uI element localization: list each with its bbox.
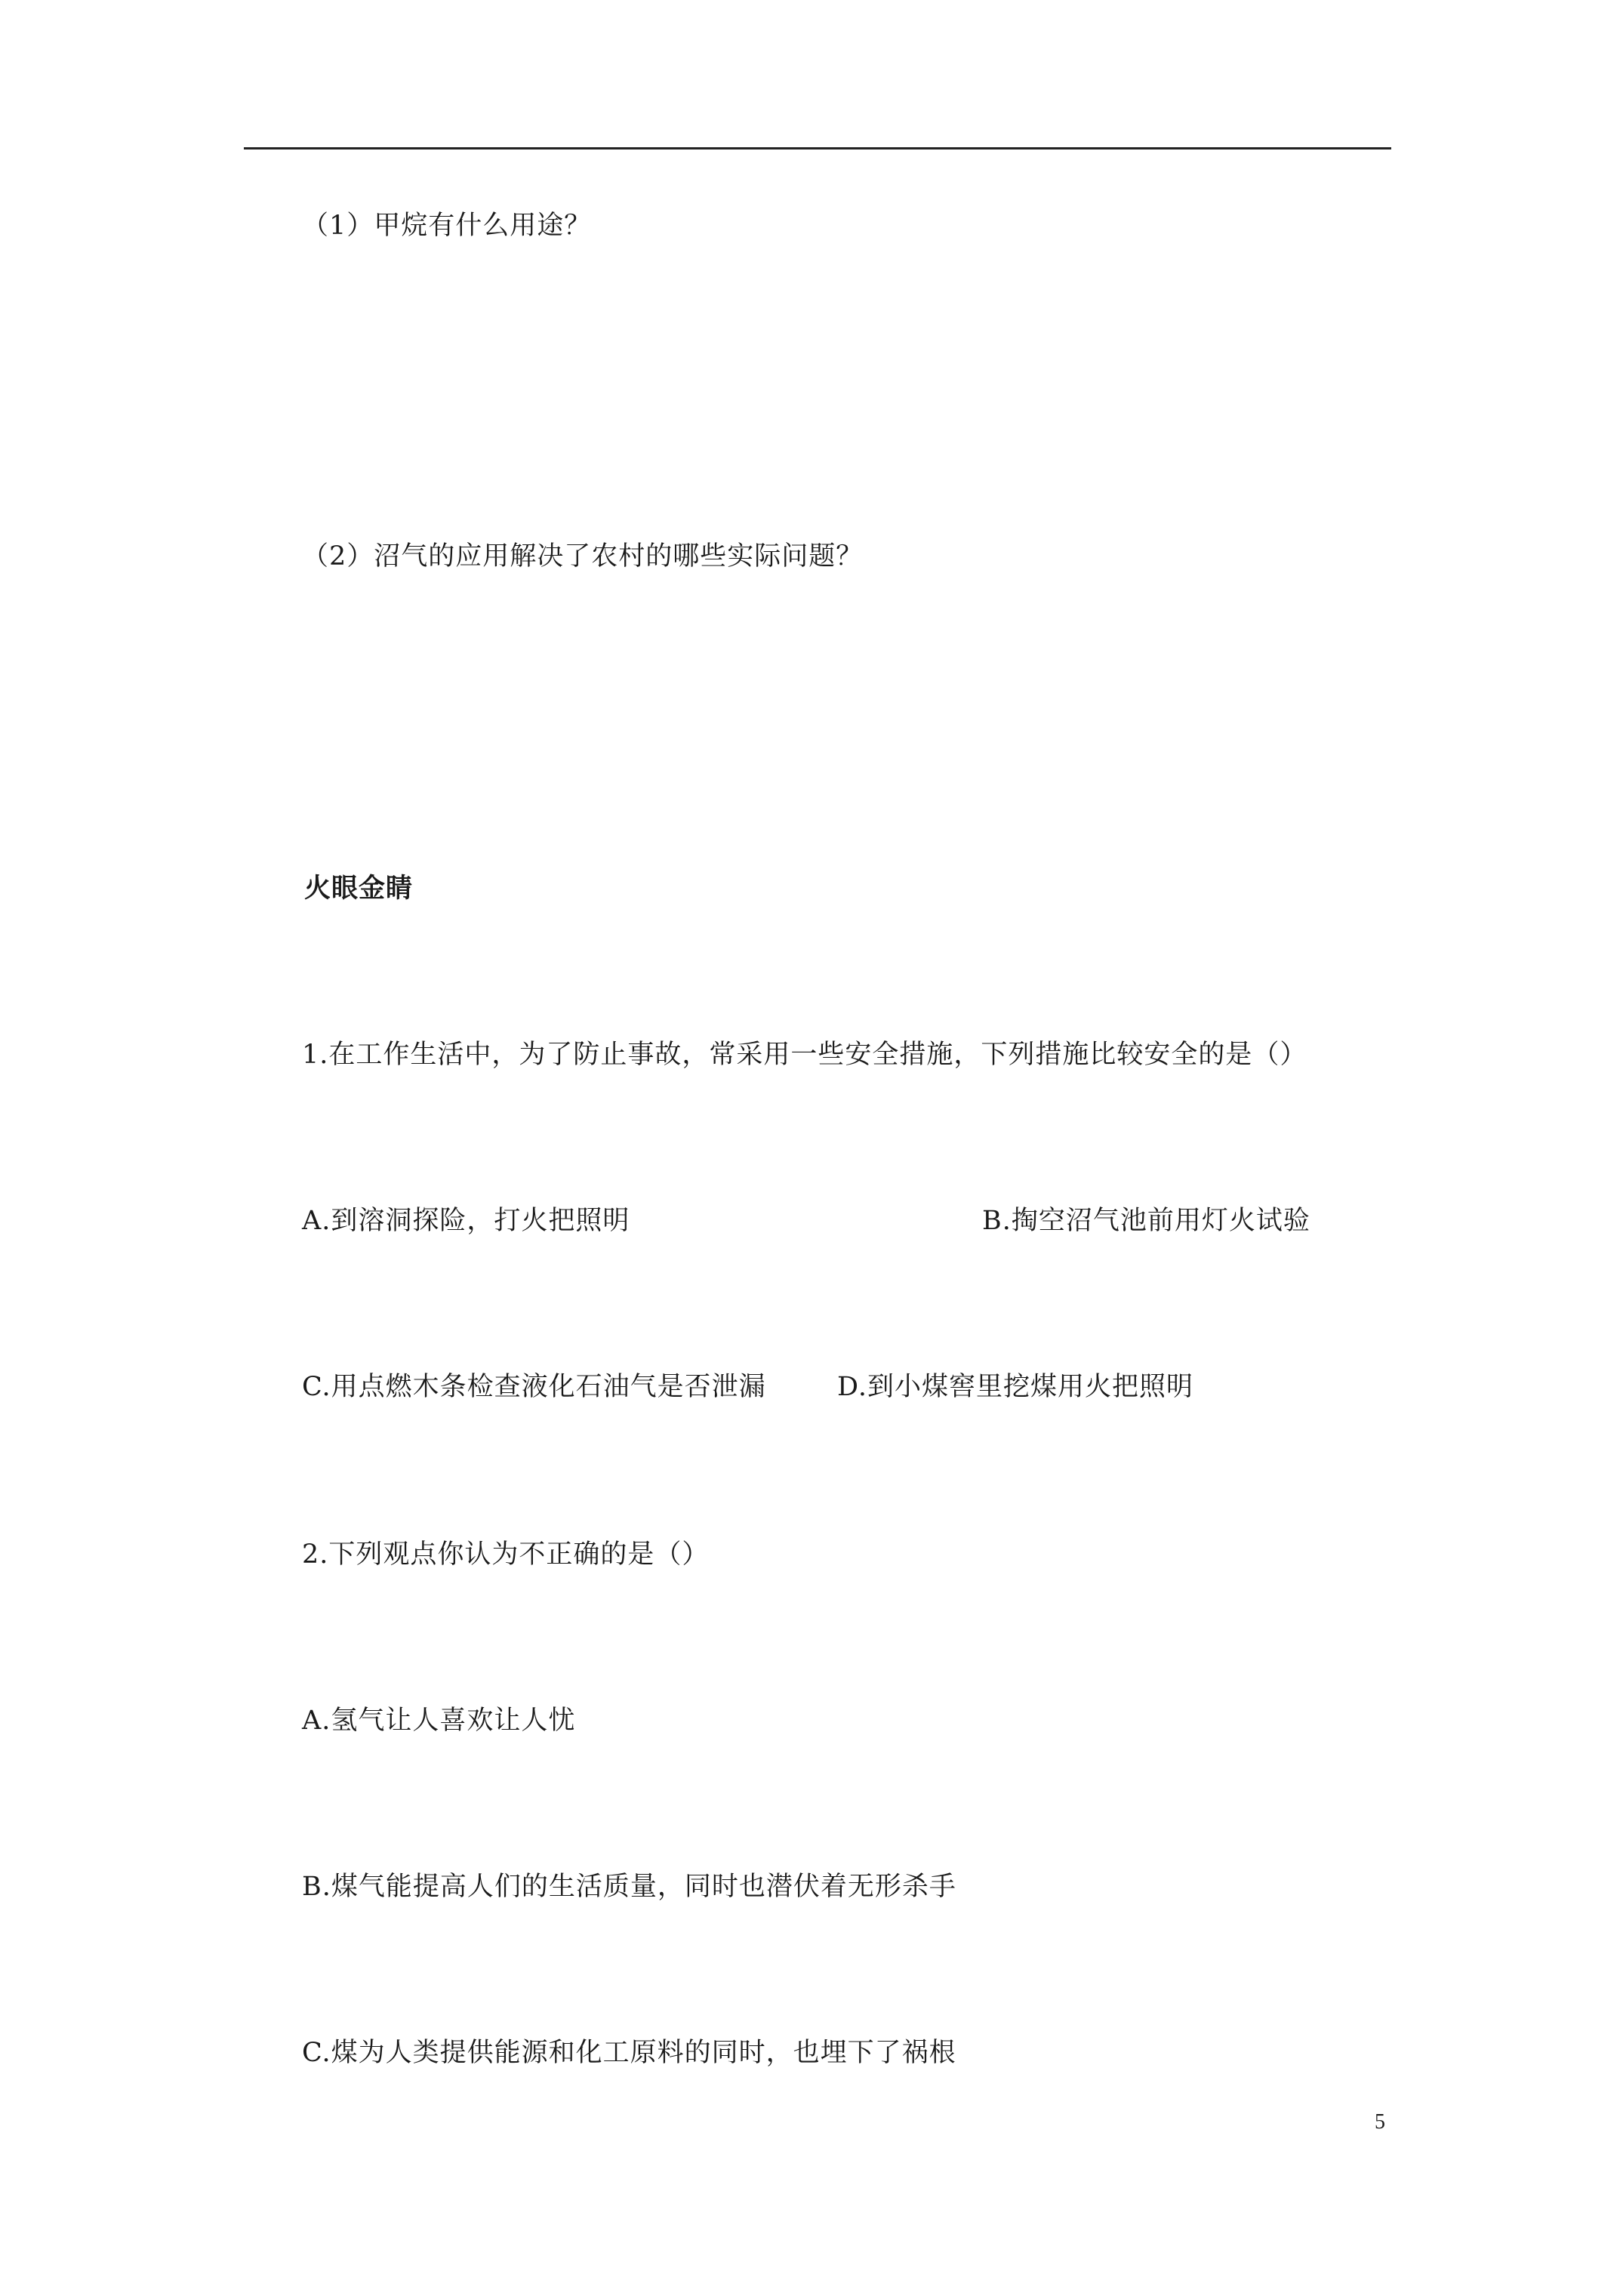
item-1-option-b: B.掏空沼气池前用灯火试验 xyxy=(982,1206,1310,1236)
item-1-option-a: A.到溶洞探险，打火把照明 xyxy=(302,1206,630,1236)
item-2-option-c: C.煤为人类提供能源和化工原料的同时，也埋下了祸根 xyxy=(302,2038,956,2068)
header-rule xyxy=(244,147,1391,149)
page-number: 5 xyxy=(1375,2110,1385,2134)
question-2: （2）沼气的应用解决了农村的哪些实际问题？ xyxy=(302,541,864,572)
item-2-stem: 2.下列观点你认为不正确的是（） xyxy=(302,1539,710,1570)
question-1: （1）甲烷有什么用途？ xyxy=(302,211,592,241)
item-1-option-c: C.用点燃木条检查液化石油气是否泄漏 xyxy=(302,1372,766,1402)
section-title: 火眼金睛 xyxy=(304,873,414,904)
item-1-stem: 1.在工作生活中，为了防止事故，常采用一些安全措施，下列措施比较安全的是（） xyxy=(302,1040,1307,1070)
item-2-option-a: A.氢气让人喜欢让人忧 xyxy=(302,1706,576,1736)
item-2-option-b: B.煤气能提高人们的生活质量，同时也潜伏着无形杀手 xyxy=(302,1872,956,1902)
item-1-option-d: D.到小煤窖里挖煤用火把照明 xyxy=(837,1372,1193,1402)
